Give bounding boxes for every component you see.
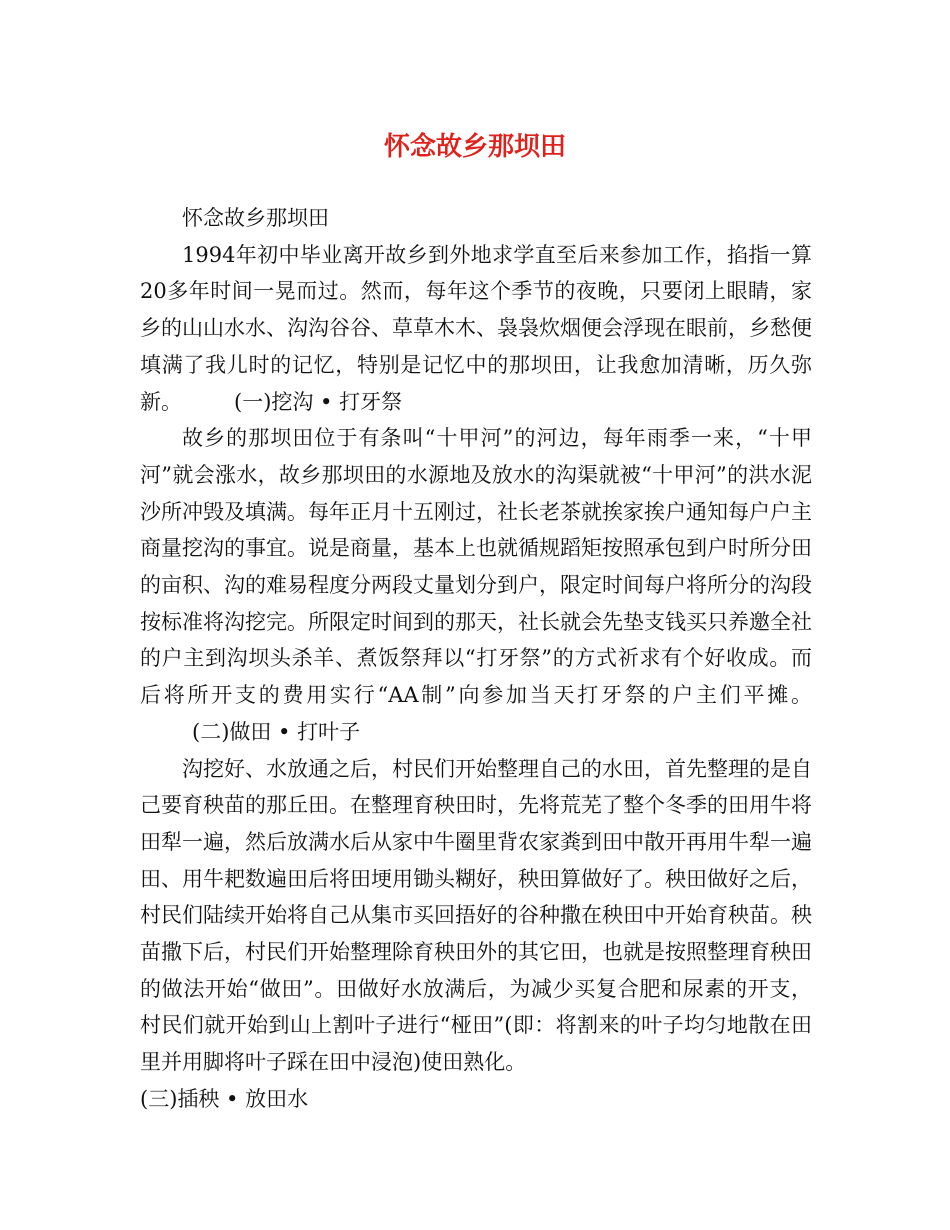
paragraph-text: 1994年初中毕业离开故乡到外地求学直至后来参加工作，掐指一算20多年时间一晃而过。然而，每年这个季节的夜晚，只要闭上眼睛，家乡的山山水水、沟沟谷谷、草草木木、袅袅炊烟便会浮现在眼前，乡愁便填满了我儿时的记忆，特别是记忆中的那坝田，让我愈加清晰，历久弥新。 [140, 242, 812, 414]
paragraph-text: 故乡的那坝田位于有条叫“十甲河”的河边，每年雨季一来，“十甲河”就会涨水，故乡那坝田的水源地及放水的沟渠就被“十甲河”的洪水泥沙所冲毁及填满。每年正月十五刚过，社长老茶就挨家挨户通知每户户主商量挖沟的事宜。说是商量，基本上也就循规蹈矩按照承包到户时所分田的亩积、沟的难易程度分两段丈量划分到户，限定时间每户将所分的沟段按标准将沟挖完。所限定时间到的那天，社长就会先垫支钱买只养邀全社的户主到沟坝头杀羊、煮饭祭拜以“打牙祭”的方式祈求有个好收成。而后将所开支的费用实行“AA制”向参加当天打牙祭的户主们平摊。 [140, 426, 812, 708]
paragraph [140, 420, 812, 750]
section-heading: (三)插秧 • 放田水 [140, 1086, 309, 1111]
paragraph [140, 751, 812, 1081]
document-body [140, 200, 812, 1118]
section-heading: (二)做田 • 打叶子 [192, 719, 361, 744]
paragraph [140, 237, 812, 421]
document-title: 怀念故乡那坝田 [383, 132, 566, 162]
intro-heading: 怀念故乡那坝田 [182, 206, 329, 230]
paragraph-text: 沟挖好、水放通之后，村民们开始整理自己的水田，首先整理的是自己要育秧苗的那丘田。在整理育秧田时，先将荒芜了整个冬季的田用牛将田犁一遍，然后放满水后从家中牛圈里背农家粪到田中散开再用牛犁一遍田、用牛耙数遍田后将田埂用锄头糊好，秧田算做好了。秧田做好之后，村民们陆续开始将自己从集市买回捂好的谷种撒在秧田中开始育秧苗。秧苗撒下后，村民们开始整理除育秧田外的其它田，也就是按照整理育秧田的做法开始“做田”。田做好水放满后，为减少买复合肥和尿素的开支，村民们就开始到山上割叶子进行“桠田”(即：将割来的叶子均匀地散在田里并用脚将叶子踩在田中浸泡)使田熟化。 [140, 756, 812, 1075]
section-heading: (一)挖沟 • 打牙祭 [234, 389, 403, 414]
